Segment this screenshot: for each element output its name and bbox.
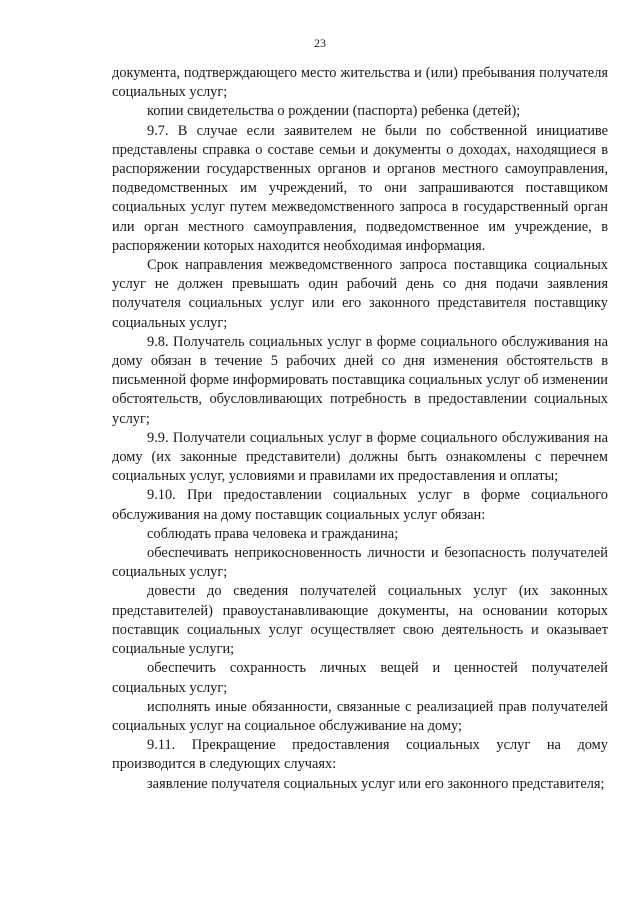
paragraph: 9.8. Получатель социальных услуг в форме социального обслуживания на дому обязан в течение 5 рабочих дней со дня изменения обстоятельств в письменной форме информировать поставщика социальных услуг об изменении обстоятельств, обусловливающих потребность в предоставлении социальных услуг;: [112, 333, 608, 427]
paragraph: 9.10. При предоставлении социальных услуг в форме социального обслуживания на дому поставщик социальных услуг обязан:: [112, 487, 608, 523]
paragraph: заявление получателя социальных услуг или его законного представителя;: [147, 775, 605, 792]
paragraph: 9.7. В случае если заявителем не были по собственной инициативе представлены справка о составе семьи и документы о доходах, находящиеся в распоряжении государственных органов и органов местного самоуправления, подведомственных им учреждений, то они запрашиваются поставщиком социальных услуг путем межведомственного запроса в государственный орган или орган местного самоуправления, подведомственное им учреждение, в распоряжении которых находится необходимая информация.: [112, 122, 608, 254]
document-body: [112, 64, 608, 794]
paragraph: копии свидетельства о рождении (паспорта) ребенка (детей);: [147, 103, 521, 120]
paragraph: исполнять иные обязанности, связанные с реализацией прав получателей социальных услуг на социальное обслуживание на дому;: [112, 698, 608, 734]
paragraph: документа, подтверждающего место жительства и (или) пребывания получателя социальных услуг;: [112, 65, 608, 101]
page-number: 23: [314, 36, 326, 50]
paragraph: Срок направления межведомственного запроса поставщика социальных услуг не должен превышать один рабочий день со дня подачи заявления получателя социальных услуг или его законного представителя поставщику социальных услуг;: [112, 257, 608, 331]
paragraph: довести до сведения получателей социальных услуг (их законных представителей) правоустанавливающие документы, на основании которых поставщик социальных услуг осуществляет свою деятельность и оказывает социальные услуги;: [112, 583, 608, 658]
paragraph: соблюдать права человека и гражданина;: [147, 525, 399, 542]
paragraph: 9.9. Получатели социальных услуг в форме социального обслуживания на дому (их законные представители) должны быть ознакомлены с перечнем социальных услуг, условиями и правилами их предоставления и оплаты;: [112, 429, 608, 485]
paragraph: 9.11. Прекращение предоставления социальных услуг на дому производится в следующих случаях:: [112, 737, 608, 773]
paragraph: обеспечивать неприкосновенность личности и безопасность получателей социальных услуг;: [112, 545, 608, 581]
paragraph: обеспечить сохранность личных вещей и ценностей получателей социальных услуг;: [112, 660, 608, 696]
